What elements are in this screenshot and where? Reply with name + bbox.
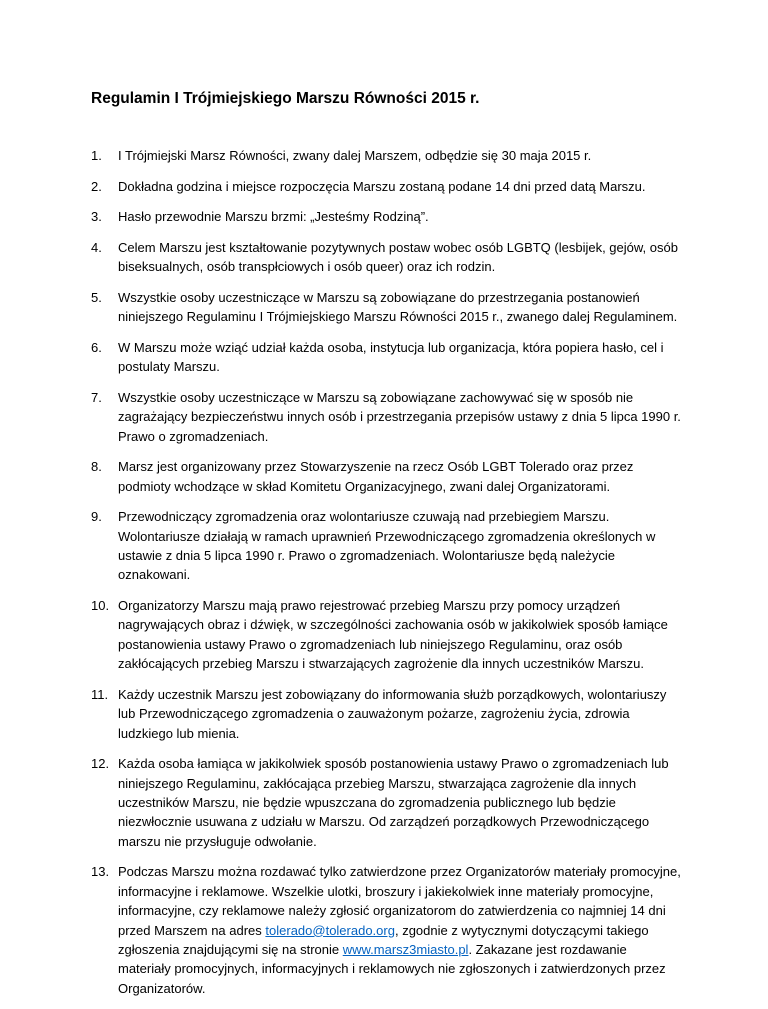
item-number: 7. — [91, 389, 102, 405]
item-number: 1. — [91, 148, 102, 163]
item-number: 8. — [91, 459, 102, 475]
list-item — [91, 507, 681, 585]
list-item — [91, 862, 681, 998]
item-text: Hasło przewodnie Marszu brzmi: „Jesteśmy Rodziną”. — [118, 209, 429, 225]
item-text: I Trójmiejski Marsz Równości, zwany dalej Marszem, odbędzie się 30 maja 2015 r. — [118, 148, 592, 163]
list-item — [91, 338, 681, 377]
item-text: Każdy uczestnik Marszu jest zobowiązany do informowania służb porządkowych, wolontariuszy lub Przewodniczącego zgromadzenia o zauważonym pożarze, zagrożeniu życia, zdrowia ludzkiego lub mienia. — [118, 686, 667, 741]
item-text: Dokładna godzina i miejsce rozpoczęcia Marszu zostaną podane 14 dni przed datą Marszu. — [118, 178, 646, 194]
item-text — [118, 864, 681, 995]
list-item — [91, 207, 681, 226]
regulations-list — [91, 146, 681, 1009]
item-number: 5. — [91, 289, 102, 305]
list-item — [91, 457, 681, 496]
list-item — [91, 238, 681, 277]
item-text: Wszystkie osoby uczestniczące w Marszu są zobowiązane do przestrzegania postanowień niniejszego Regulaminu I Trójmiejskiego Marszu Równości 2015 r., zwanego dalej Regulaminem. — [118, 289, 678, 325]
item-number: 2. — [91, 178, 102, 194]
item-number: 12. — [91, 756, 110, 772]
item-number: 10. — [91, 598, 110, 613]
document-title: Regulamin I Trójmiejskiego Marszu Równości 2015 r. — [91, 90, 480, 107]
item-text-part: . Zakazane jest rozdawanie materiały promocyjnych, informacyjnych i reklamowych nie zgłoszonych i zatwierdzonych przez Organizatorów. — [118, 942, 666, 996]
item-number: 11. — [91, 686, 109, 702]
email-link[interactable]: tolerado@tolerado.org — [265, 922, 395, 938]
list-item — [91, 754, 681, 851]
item-text: Organizatorzy Marszu mają prawo rejestrować przebieg Marszu przy pomocy urządzeń nagrywających obraz i dźwięk, w szczególności zachowania osób w jakikolwiek sposób łamiące postanowienia ustawy Prawo o zgromadzeniach lub niniejszego Regulaminu, oraz osób zakłócających przebieg Marszu i stwarzających zagrożenie dla innych uczestników Marszu. — [118, 598, 668, 672]
item-text: Wszystkie osoby uczestniczące w Marszu są zobowiązane zachowywać się w sposób nie zagrażający bezpieczeństwu innych osób i przestrzegania przepisów ustawy z dnia 5 lipca 1990 r. Prawo o zgromadzeniach. — [118, 389, 681, 444]
item-text-part: , zgodnie z wytycznymi dotyczącymi takiego zgłoszenia znajdującymi się na stronie — [118, 922, 649, 958]
item-text: W Marszu może wziąć udział każda osoba, instytucja lub organizacja, która popiera hasło, cel i postulaty Marszu. — [118, 339, 664, 375]
item-text: Celem Marszu jest kształtowanie pozytywnych postaw wobec osób LGBTQ (lesbijek, gejów, osób biseksualnych, osób transpłciowych i osób queer) oraz ich rodzin. — [118, 239, 678, 275]
list-item — [91, 596, 681, 674]
list-item — [91, 177, 681, 196]
list-item — [91, 388, 681, 446]
website-link[interactable]: www.marsz3miasto.pl — [342, 942, 469, 958]
item-text: Przewodniczący zgromadzenia oraz wolontariusze czuwają nad przebiegiem Marszu. Wolontariusze działają w ramach uprawnień Przewodniczącego zgromadzenia określonych w ustawie z dnia 5 lipca 1990 r. Prawo o zgromadzeniach. Wolontariusze będą należycie oznakowani. — [118, 509, 656, 583]
list-item — [91, 288, 681, 327]
item-number: 4. — [91, 239, 102, 255]
item-number: 13. — [91, 864, 110, 880]
item-text-part: Podczas Marszu można rozdawać tylko zatwierdzone przez Organizatorów materiały promocyjne, informacyjne i reklamowe. Wszelkie ulotki, broszury i jakiekolwiek inne materiały promocyjne, informacyjne, czy reklamowe należy zgłosić organizatorom do zatwierdzenia co najmniej 14 dni przed Marszem na adres — [118, 864, 681, 938]
item-number: 6. — [91, 339, 102, 355]
item-number: 3. — [91, 209, 102, 225]
list-item — [91, 146, 681, 165]
item-number: 9. — [91, 509, 102, 525]
item-text: Marsz jest organizowany przez Stowarzyszenie na rzecz Osób LGBT Tolerado oraz przez podmioty wchodzące w skład Komitetu Organizacyjnego, zwani dalej Organizatorami. — [118, 459, 634, 494]
item-text: Każda osoba łamiąca w jakikolwiek sposób postanowienia ustawy Prawo o zgromadzeniach lub niniejszego Regulaminu, zakłócająca przebieg Marszu, stwarzająca zagrożenie dla innych uczestników Marszu, nie będzie wpuszczana do zgromadzenia publicznego lub będzie niezwłocznie usuwana z udziału w Marszu. Od zarządzeń porządkowych Przewodniczącego marszu nie przysługuje odwołanie. — [118, 756, 669, 849]
list-item — [91, 685, 681, 743]
